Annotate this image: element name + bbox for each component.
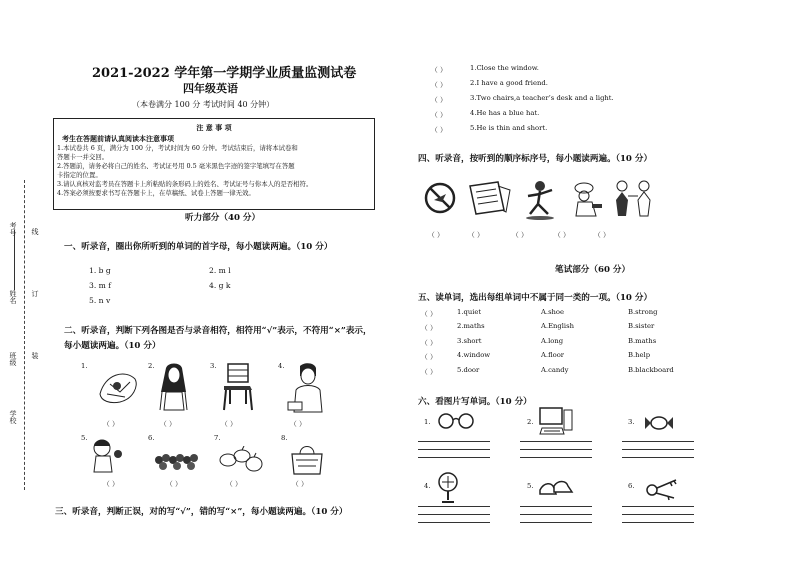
q5-option-b: B.blackboard	[628, 366, 674, 374]
q3-paren[interactable]: （ ）	[431, 111, 447, 119]
binding-label-name: 姓名	[9, 290, 17, 304]
q5-option-b: B.help	[628, 351, 651, 359]
q6-number: 6.	[628, 482, 635, 490]
q5-option-b: B.sister	[628, 322, 655, 330]
q1-item: 2. m l	[209, 266, 231, 275]
q3-sentence: 4.He has a blue hat.	[470, 109, 540, 117]
q6-number: 3.	[628, 418, 635, 426]
notice-title: 注 意 事 项	[196, 123, 232, 132]
notice-line: 卡指定的位置。	[57, 171, 102, 179]
q5-option-b: B.strong	[628, 308, 658, 316]
bird-tree-icon	[95, 364, 140, 410]
exam-info: （本卷满分 100 分 考试时间 40 分钟）	[132, 100, 275, 109]
q2-number: 6.	[148, 434, 155, 442]
answer-line[interactable]	[520, 449, 592, 450]
q3-title: 三、听录音，判断正误，对的写“√”，错的写“×”，每小题读两遍。（10 分）	[55, 507, 348, 517]
answer-line[interactable]	[520, 522, 592, 523]
q5-option-a: A.shoe	[541, 308, 565, 316]
binding-line	[24, 180, 25, 490]
q4-title: 四、听录音，按听到的顺序标序号，每小题读两遍。（10 分）	[418, 154, 653, 164]
q3-paren[interactable]: （ ）	[431, 81, 447, 89]
computer-icon	[538, 406, 574, 438]
q5-option-a: A.floor	[541, 351, 565, 359]
q4-paren[interactable]: （ ）	[512, 231, 528, 239]
q3-paren[interactable]: （ ）	[431, 126, 447, 134]
q5-paren[interactable]: （ ）	[421, 353, 437, 361]
binding-label-class: 班级	[9, 352, 17, 366]
q2-title: 二、听录音，判断下列各图是否与录音相符，相符用“√”表示，不符用“×”表示，	[64, 326, 372, 336]
q2-paren[interactable]: （ ）	[290, 420, 306, 428]
q2-number: 3.	[210, 362, 217, 370]
answer-line[interactable]	[622, 522, 694, 523]
answer-line[interactable]	[622, 514, 694, 515]
q5-option-b: B.maths	[628, 337, 657, 345]
q5-word: 1.quiet	[457, 308, 482, 316]
q6-number: 5.	[527, 482, 534, 490]
q2-paren[interactable]: （ ）	[292, 480, 308, 488]
q2-title-2: 每小题读两遍。（10 分）	[64, 341, 161, 351]
answer-line[interactable]	[418, 514, 490, 515]
q1-item: 5. n v	[89, 296, 111, 305]
answer-line[interactable]	[418, 522, 490, 523]
q5-word: 2.maths	[457, 322, 485, 330]
binding-mark-install: 装	[31, 352, 39, 359]
candy-icon	[644, 410, 674, 436]
answer-line[interactable]	[622, 506, 694, 507]
q2-paren[interactable]: （ ）	[103, 420, 119, 428]
man-icon	[286, 362, 328, 414]
q1-item: 1. b g	[89, 266, 111, 275]
notice-subtitle: 考生在答题前请认真阅读本注意事项	[62, 134, 174, 143]
answer-line[interactable]	[520, 506, 592, 507]
written-title: 笔试部分（60 分）	[555, 265, 631, 275]
answer-line[interactable]	[622, 441, 694, 442]
binding-mark-line: 线	[31, 228, 39, 235]
fill-line[interactable]	[14, 230, 15, 290]
answer-line[interactable]	[418, 441, 490, 442]
q5-paren[interactable]: （ ）	[421, 310, 437, 318]
q5-option-a: A.long	[541, 337, 564, 345]
q5-word: 3.short	[457, 337, 482, 345]
binding-mark-bind: 订	[31, 290, 39, 297]
exam-subject: 四年级英语	[183, 82, 238, 95]
q2-number: 5.	[81, 434, 88, 442]
answer-line[interactable]	[520, 457, 592, 458]
notice-line: 1.本试卷共 6 页，满分为 100 分，考试时间为 60 分钟。考试结束后，请将本试卷和	[57, 144, 298, 152]
q5-word: 4.window	[457, 351, 491, 359]
q2-paren[interactable]: （ ）	[226, 480, 242, 488]
card-icon	[468, 180, 512, 216]
answer-line[interactable]	[520, 514, 592, 515]
q3-sentence: 2.I have a good friend.	[470, 79, 548, 87]
grapes-icon	[153, 446, 199, 472]
skater-icon	[522, 180, 558, 220]
bag-icon	[288, 440, 326, 476]
q5-word: 5.door	[457, 366, 480, 374]
notice-box	[53, 118, 375, 210]
binding-label-exam-no: 考号	[9, 222, 17, 236]
shoes-icon	[538, 476, 574, 500]
q4-paren[interactable]: （ ）	[594, 231, 610, 239]
q2-number: 2.	[148, 362, 155, 370]
q2-number: 7.	[214, 434, 221, 442]
chair-icon	[220, 362, 256, 412]
q5-paren[interactable]: （ ）	[421, 368, 437, 376]
answer-line[interactable]	[418, 449, 490, 450]
q2-paren[interactable]: （ ）	[103, 480, 119, 488]
exam-title: 2021-2022 学年第一学期学业质量监测试卷	[92, 66, 357, 81]
chef-icon	[570, 182, 604, 218]
q2-number: 4.	[278, 362, 285, 370]
q2-number: 8.	[281, 434, 288, 442]
answer-line[interactable]	[622, 449, 694, 450]
q6-title: 六、看图片写单词。（10 分）	[418, 397, 532, 407]
glasses-icon	[436, 412, 476, 430]
q2-paren[interactable]: （ ）	[160, 420, 176, 428]
q3-paren[interactable]: （ ）	[431, 96, 447, 104]
q6-number: 4.	[424, 482, 431, 490]
q2-paren[interactable]: （ ）	[166, 480, 182, 488]
binding-label-school: 学校	[9, 410, 17, 424]
q5-option-a: A.candy	[541, 366, 569, 374]
answer-line[interactable]	[520, 441, 592, 442]
fruits-icon	[218, 446, 264, 474]
q5-option-a: A.English	[541, 322, 574, 330]
q4-paren[interactable]: （ ）	[468, 231, 484, 239]
answer-line[interactable]	[418, 506, 490, 507]
listening-title: 听力部分（40 分）	[185, 213, 261, 223]
q6-number: 1.	[424, 418, 431, 426]
q5-title: 五、读单词，选出每组单词中不属于同一类的一项。（10 分）	[418, 293, 653, 303]
notice-line: 4.答案必须按要求书写在答题卡上，在草稿纸、试卷上答题一律无效。	[57, 189, 255, 197]
q4-paren[interactable]: （ ）	[554, 231, 570, 239]
girl-candy-icon	[88, 436, 128, 474]
q3-sentence: 1.Close the window.	[470, 64, 539, 72]
q2-number: 1.	[81, 362, 88, 370]
q1-item: 3. m f	[89, 281, 112, 290]
q4-paren[interactable]: （ ）	[428, 231, 444, 239]
q6-number: 2.	[527, 418, 534, 426]
q2-paren[interactable]: （ ）	[221, 420, 237, 428]
girl-icon	[156, 362, 191, 412]
children-icon	[612, 180, 656, 218]
q3-sentence: 3.Two chairs,a teacher’s desk and a light.	[470, 94, 614, 102]
answer-line[interactable]	[418, 457, 490, 458]
q5-paren[interactable]: （ ）	[421, 324, 437, 332]
no-smoking-icon	[424, 182, 456, 214]
notice-line: 答题卡一并交回。	[57, 153, 109, 161]
notice-line: 3.请认真核对监考员在答题卡上所粘贴的条形码上的姓名、考试证号与你本人的是否相符。	[57, 180, 313, 188]
q3-sentence: 5.He is thin and short.	[470, 124, 548, 132]
q1-item: 4. g k	[209, 281, 231, 290]
q5-paren[interactable]: （ ）	[421, 339, 437, 347]
answer-line[interactable]	[622, 457, 694, 458]
notice-line: 2.答题前，请务必将自己的姓名、考试证号用 0.5 毫米黑色字迹的签字笔填写在答题	[57, 162, 295, 170]
keys-icon	[644, 474, 678, 502]
fan-icon	[436, 472, 460, 504]
q1-title: 一、听录音，圈出你所听到的单词的首字母，每小题读两遍。（10 分）	[64, 242, 333, 252]
q3-paren[interactable]: （ ）	[431, 66, 447, 74]
